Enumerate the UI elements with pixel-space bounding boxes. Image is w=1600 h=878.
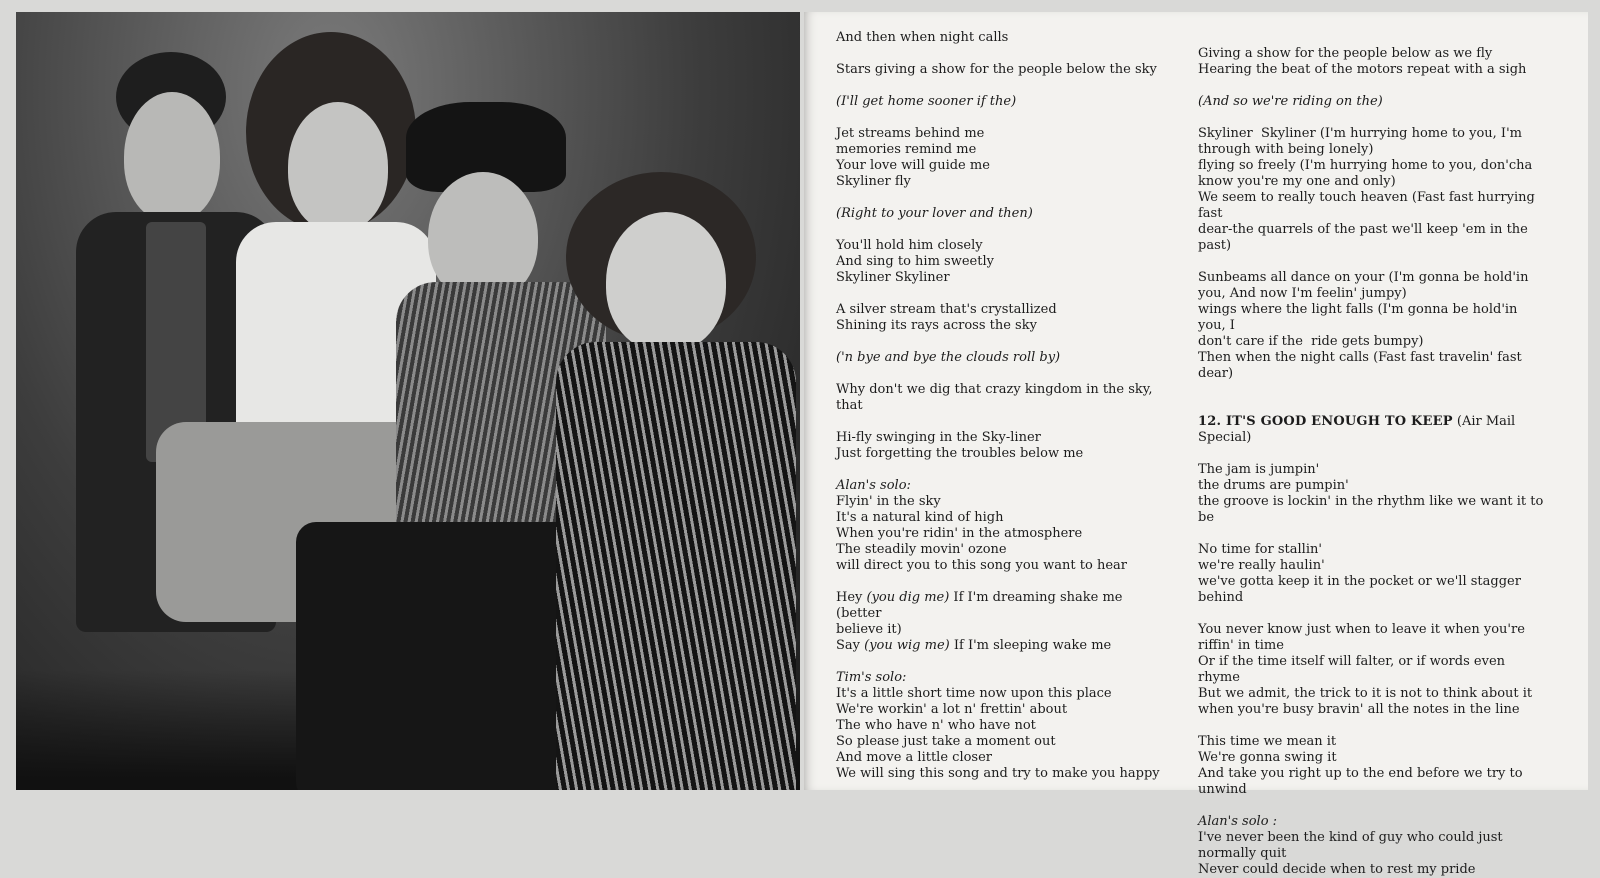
person-4-figure [556, 172, 796, 790]
stanza-gap [836, 574, 1166, 590]
lyric-part: If I'm dreaming shake me (better [836, 590, 1127, 621]
lyric-line: believe it) [836, 622, 902, 637]
lyric-line: You'll hold him closely [836, 238, 983, 253]
lyric-line: don't care if the ride gets bumpy) [1198, 334, 1424, 349]
lyric-line: Your love will guide me [836, 158, 990, 173]
lyric-line: And then when night calls [836, 30, 1009, 45]
lyric-line: The who have n' who have not [836, 718, 1036, 733]
lyric-line: A silver stream that's crystallized [836, 302, 1057, 317]
stanza-gap [1198, 398, 1548, 414]
lyric-line: (And so we're riding on the) [1198, 94, 1383, 109]
stanza-gap [1198, 110, 1548, 126]
stanza-gap [836, 414, 1166, 430]
stanza-gap [1198, 382, 1548, 398]
lyric-line: It's a little short time now upon this place [836, 686, 1112, 701]
lyric-line: And sing to him sweetly [836, 254, 994, 269]
stanza-gap [836, 222, 1166, 238]
lyric-part: Say [836, 638, 865, 653]
lyric-line [836, 638, 1166, 654]
lyric-line: And move a little closer [836, 750, 993, 765]
lyric-line: When you're ridin' in the atmosphere [836, 526, 1083, 541]
lyric-line: Jet streams behind me [836, 126, 985, 141]
stanza-gap [1198, 798, 1548, 814]
lyric-line: Sunbeams all dance on your (I'm gonna be hold'in [1198, 270, 1529, 285]
lyric-line: ('n bye and bye the clouds roll by) [836, 350, 1061, 365]
group-photo [16, 12, 800, 790]
stanza-gap [1198, 30, 1548, 46]
lyric-line: Then when the night calls (Fast fast travelin' fast dear) [1198, 350, 1526, 381]
lyric-line: Stars giving a show for the people below the sky [836, 62, 1157, 77]
lyric-line: We seem to really touch heaven (Fast fast hurrying fast [1198, 190, 1539, 221]
lyric-line: Or if the time itself will falter, or if words even rhyme [1198, 654, 1510, 685]
lyric-line: flying so freely (I'm hurrying home to you, don'cha [1198, 158, 1533, 173]
song-title-text: 12. IT'S GOOD ENOUGH TO KEEP [1198, 414, 1453, 429]
stanza-gap [836, 654, 1166, 670]
stanza-gap [1198, 254, 1548, 270]
lyric-line: know you're my one and only) [1198, 174, 1396, 189]
lyric-line: will direct you to this song you want to hear [836, 558, 1127, 573]
lyric-line: Tim's solo: [836, 670, 907, 685]
stanza-gap [836, 462, 1166, 478]
lyric-line: dear-the quarrels of the past we'll keep 'em in the past) [1198, 222, 1532, 253]
stanza-gap [836, 334, 1166, 350]
stanza-gap [836, 286, 1166, 302]
lyrics-left-column [836, 30, 1166, 782]
stanza-gap [836, 46, 1166, 62]
lyric-line: (Right to your lover and then) [836, 206, 1033, 221]
lyric-line: (I'll get home sooner if the) [836, 94, 1017, 109]
lyrics-right-column [1198, 30, 1548, 878]
lyric-line: we're really haulin' [1198, 558, 1325, 573]
lyric-line: Just forgetting the troubles below me [836, 446, 1084, 461]
lyric-line: So please just take a moment out [836, 734, 1056, 749]
lyric-line: you, And now I'm feelin' jumpy) [1198, 286, 1407, 301]
stanza-gap [1198, 78, 1548, 94]
lyric-line: And take you right up to the end before we try to [1198, 766, 1523, 781]
lyric-line: Never could decide when to rest my pride [1198, 862, 1476, 877]
lyric-line: Why don't we dig that crazy kingdom in the sky, that [836, 382, 1157, 413]
lyric-line: Giving a show for the people below as we fly [1198, 46, 1493, 61]
lyric-line: we've gotta keep it in the pocket or we'll stagger behind [1198, 574, 1526, 605]
lyric-line: memories remind me [836, 142, 977, 157]
lyric-line: The jam is jumpin' [1198, 462, 1320, 477]
lyric-line: No time for stallin' [1198, 542, 1322, 557]
lyric-part: (Air Mail Special) [1198, 414, 1520, 445]
lyric-line: normally quit [1198, 846, 1287, 861]
song-title [1198, 414, 1548, 446]
lyric-line: We're workin' a lot n' frettin' about [836, 702, 1068, 717]
lyric-italic-part: (you dig me) [866, 590, 950, 605]
lyric-line: This time we mean it [1198, 734, 1337, 749]
stanza-gap [836, 190, 1166, 206]
lyric-line: The steadily movin' ozone [836, 542, 1007, 557]
lyric-line: wings where the light falls (I'm gonna be hold'in you, I [1198, 302, 1522, 333]
lyric-line: the groove is lockin' in the rhythm like we want it to be [1198, 494, 1548, 525]
lyric-line: when you're busy bravin' all the notes in the line [1198, 702, 1520, 717]
lyric-line: We're gonna swing it [1198, 750, 1337, 765]
lyric-line [836, 590, 1166, 622]
lyric-line: the drums are pumpin' [1198, 478, 1349, 493]
lyric-line: Skyliner Skyliner [836, 270, 950, 285]
stanza-gap [836, 366, 1166, 382]
lyric-italic-part: (you wig me) [864, 638, 950, 653]
lyric-line: Flyin' in the sky [836, 494, 941, 509]
lyric-line: Alan's solo : [1198, 814, 1278, 829]
lyric-line: But we admit, the trick to it is not to think about it [1198, 686, 1533, 701]
lyric-line: Skyliner Skyliner (I'm hurrying home to you, I'm [1198, 126, 1522, 141]
lyric-line: I've never been the kind of guy who could just [1198, 830, 1503, 845]
lyric-line: Alan's solo: [836, 478, 911, 493]
lyric-line: Skyliner fly [836, 174, 911, 189]
lyric-line: It's a natural kind of high [836, 510, 1004, 525]
lyric-line: You never know just when to leave it when you're [1198, 622, 1525, 637]
lyric-line: We will sing this song and try to make you happy [836, 766, 1160, 781]
stanza-gap [1198, 718, 1548, 734]
stanza-gap [836, 78, 1166, 94]
lyric-line: Hi-fly swinging in the Sky-liner [836, 430, 1041, 445]
lyrics-page [804, 12, 1588, 877]
lyric-line: riffin' in time [1198, 638, 1284, 653]
lyric-part: If I'm sleeping wake me [949, 638, 1112, 653]
lyric-line: unwind [1198, 782, 1247, 797]
lyric-line: Hearing the beat of the motors repeat with a sigh [1198, 62, 1527, 77]
stanza-gap [836, 110, 1166, 126]
stanza-gap [1198, 446, 1548, 462]
stanza-gap [1198, 606, 1548, 622]
lyric-line: Shining its rays across the sky [836, 318, 1037, 333]
stanza-gap [1198, 526, 1548, 542]
lyric-line: through with being lonely) [1198, 142, 1374, 157]
lyric-part: Hey [836, 590, 867, 605]
